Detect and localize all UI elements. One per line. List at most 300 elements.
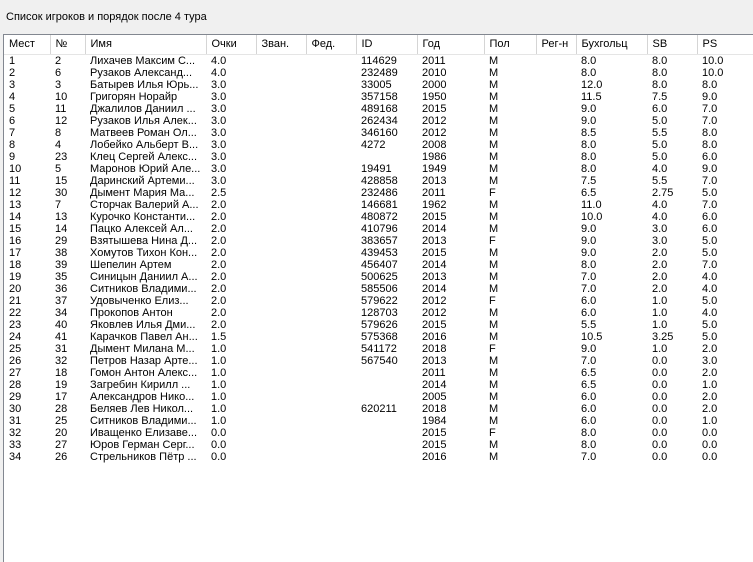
place-cell: 20 <box>9 282 22 295</box>
buchholz-cell: 7.5 <box>581 174 597 187</box>
id-cell: 456407 <box>361 258 398 271</box>
number-cell: 15 <box>55 174 68 187</box>
table-row[interactable] <box>4 127 753 139</box>
buchholz-cell: 11.0 <box>581 198 602 211</box>
points-cell: 3.0 <box>211 102 227 115</box>
title-cell <box>256 247 306 259</box>
year-cell: 1986 <box>422 150 447 163</box>
id-cell: 114629 <box>361 54 397 67</box>
region-cell <box>536 355 576 367</box>
number-cell: 14 <box>55 222 68 235</box>
id-cell <box>356 451 417 463</box>
title-cell <box>256 319 306 331</box>
ps-cell: 5.0 <box>702 318 718 331</box>
table-row[interactable] <box>4 379 753 391</box>
sb-cell: 5.5 <box>652 126 668 139</box>
buchholz-cell: 9.0 <box>581 114 597 127</box>
title-cell <box>256 91 306 103</box>
name-cell: Клец Сергей Алекс... <box>90 150 198 163</box>
ps-cell: 0.0 <box>702 426 718 439</box>
id-cell: 541172 <box>361 342 397 355</box>
ps-cell: 4.0 <box>702 306 718 319</box>
ps-cell: 6.0 <box>702 210 718 223</box>
region-cell <box>536 175 576 187</box>
buchholz-cell: 10.5 <box>581 330 603 343</box>
points-cell: 1.0 <box>211 354 227 367</box>
region-cell <box>536 391 576 403</box>
id-cell: 585506 <box>361 282 398 295</box>
id-cell: 128703 <box>361 306 398 319</box>
column-header-place[interactable]: Мест <box>4 35 50 54</box>
place-cell: 24 <box>9 330 22 343</box>
buchholz-cell: 8.5 <box>581 126 597 139</box>
region-cell <box>536 307 576 319</box>
name-cell: Даринский Артеми... <box>90 174 195 187</box>
ps-cell: 2.0 <box>702 342 718 355</box>
table-row[interactable] <box>4 271 753 283</box>
id-cell <box>356 415 417 427</box>
federation-cell <box>306 235 356 247</box>
ps-cell: 1.0 <box>702 414 718 427</box>
number-cell: 32 <box>55 354 68 367</box>
id-cell: 579622 <box>361 294 398 307</box>
place-cell: 29 <box>9 390 22 403</box>
sb-cell: 7.5 <box>652 90 668 103</box>
ps-cell: 6.0 <box>702 150 718 163</box>
ps-cell: 1.0 <box>702 378 718 391</box>
buchholz-cell: 8.0 <box>581 66 597 79</box>
number-cell: 10 <box>55 90 68 103</box>
points-cell: 3.0 <box>211 162 227 175</box>
buchholz-cell: 6.5 <box>581 186 597 199</box>
year-cell: 2015 <box>422 102 447 115</box>
ps-cell: 2.0 <box>702 402 718 415</box>
sex-cell: M <box>489 102 499 115</box>
federation-cell <box>306 259 356 271</box>
name-cell: Иващенко Елизаве... <box>90 426 198 439</box>
sb-cell: 5.5 <box>652 174 668 187</box>
ps-cell: 5.0 <box>702 186 718 199</box>
ps-cell: 7.0 <box>702 102 718 115</box>
title-cell <box>256 295 306 307</box>
table-row[interactable] <box>4 235 753 247</box>
year-cell: 2013 <box>422 174 447 187</box>
table-row[interactable] <box>4 367 753 379</box>
title-cell <box>256 355 306 367</box>
name-cell: Рузаков Илья Алек... <box>90 114 197 127</box>
table-row[interactable] <box>4 54 753 67</box>
table-row[interactable] <box>4 343 753 355</box>
points-cell: 2.0 <box>211 306 227 319</box>
federation-cell <box>306 199 356 211</box>
ps-cell: 3.0 <box>702 354 718 367</box>
table-row[interactable] <box>4 187 753 199</box>
points-cell: 3.0 <box>211 174 227 187</box>
year-cell: 2012 <box>422 114 447 127</box>
sb-cell: 1.0 <box>652 306 668 319</box>
table-row[interactable] <box>4 115 753 127</box>
sb-cell: 4.0 <box>652 210 668 223</box>
points-cell: 3.0 <box>211 114 227 127</box>
year-cell: 2018 <box>422 402 447 415</box>
sb-cell: 2.75 <box>652 186 674 199</box>
number-cell: 11 <box>55 102 67 115</box>
table-row[interactable] <box>4 331 753 343</box>
ps-cell: 9.0 <box>702 162 718 175</box>
id-cell <box>356 427 417 439</box>
federation-cell <box>306 331 356 343</box>
table-row[interactable] <box>4 307 753 319</box>
id-cell: 567540 <box>361 354 398 367</box>
region-cell <box>536 295 576 307</box>
year-cell: 2013 <box>422 234 447 247</box>
table-row[interactable] <box>4 319 753 331</box>
table-row[interactable] <box>4 211 753 223</box>
column-header-sex[interactable]: Пол <box>484 35 536 54</box>
table-row[interactable] <box>4 403 753 415</box>
id-cell: 480872 <box>361 210 398 223</box>
year-cell: 2014 <box>422 378 447 391</box>
ps-cell: 7.0 <box>702 198 718 211</box>
federation-cell <box>306 187 356 199</box>
region-cell <box>536 54 576 67</box>
number-cell: 36 <box>55 282 68 295</box>
title-cell <box>256 235 306 247</box>
place-cell: 22 <box>9 306 22 319</box>
table-row[interactable] <box>4 139 753 151</box>
sb-cell: 1.0 <box>652 294 668 307</box>
table-row[interactable] <box>4 283 753 295</box>
id-cell <box>356 391 417 403</box>
federation-cell <box>306 295 356 307</box>
column-header-points[interactable]: Очки <box>206 35 256 54</box>
year-cell: 2014 <box>422 282 447 295</box>
place-cell: 26 <box>9 354 22 367</box>
points-cell: 3.0 <box>211 150 227 163</box>
region-cell <box>536 223 576 235</box>
federation-cell <box>306 319 356 331</box>
name-cell: Прокопов Антон <box>90 306 173 319</box>
region-cell <box>536 235 576 247</box>
id-cell <box>356 367 417 379</box>
sb-cell: 2.0 <box>652 270 668 283</box>
column-header-id[interactable]: ID <box>356 35 417 54</box>
sex-cell: M <box>489 354 499 367</box>
sb-cell: 1.0 <box>652 342 668 355</box>
region-cell <box>536 127 576 139</box>
points-cell: 2.0 <box>211 222 227 235</box>
year-cell: 1949 <box>422 162 447 175</box>
id-cell <box>356 151 417 163</box>
ps-cell: 2.0 <box>702 390 718 403</box>
sex-cell: M <box>489 162 499 175</box>
points-cell: 3.0 <box>211 78 227 91</box>
number-cell: 7 <box>55 198 62 211</box>
region-cell <box>536 343 576 355</box>
sex-cell: M <box>489 54 499 67</box>
id-cell: 439453 <box>361 246 398 259</box>
federation-cell <box>306 355 356 367</box>
name-cell: Петров Назар Арте... <box>90 354 198 367</box>
title-cell <box>256 211 306 223</box>
points-cell: 2.0 <box>211 198 227 211</box>
sex-cell: M <box>489 90 499 103</box>
column-header-name[interactable]: Имя <box>85 35 206 54</box>
year-cell: 2013 <box>422 354 447 367</box>
year-cell: 2012 <box>422 306 447 319</box>
region-cell <box>536 439 576 451</box>
column-header-sb[interactable]: SB <box>647 35 697 54</box>
ps-cell: 10.0 <box>702 54 724 67</box>
column-header-title[interactable]: Зван. <box>256 35 306 54</box>
ps-cell: 5.0 <box>702 246 718 259</box>
sex-cell: M <box>489 258 499 271</box>
federation-cell <box>306 139 356 151</box>
name-cell: Загребин Кирилл ... <box>90 378 191 391</box>
sb-cell: 0.0 <box>652 402 668 415</box>
place-cell: 17 <box>9 246 22 259</box>
place-cell: 18 <box>9 258 22 271</box>
title-cell <box>256 427 306 439</box>
table-row[interactable] <box>4 199 753 211</box>
buchholz-cell: 8.0 <box>581 162 597 175</box>
federation-cell <box>306 103 356 115</box>
name-cell: Маронов Юрий Але... <box>90 162 201 175</box>
table-row[interactable] <box>4 91 753 103</box>
id-cell: 500625 <box>361 270 398 283</box>
table-row[interactable] <box>4 259 753 271</box>
number-cell: 20 <box>55 426 68 439</box>
region-cell <box>536 139 576 151</box>
title-cell <box>256 127 306 139</box>
name-cell: Беляев Лев Никол... <box>90 402 194 415</box>
ps-cell: 4.0 <box>702 270 718 283</box>
number-cell: 19 <box>55 378 68 391</box>
title-cell <box>256 115 306 127</box>
table-row[interactable] <box>4 295 753 307</box>
column-header-number[interactable]: № <box>50 35 85 54</box>
number-cell: 17 <box>55 390 68 403</box>
place-cell: 11 <box>9 174 21 187</box>
federation-cell <box>306 403 356 415</box>
points-cell: 1.0 <box>211 402 227 415</box>
number-cell: 25 <box>55 414 68 427</box>
table-row[interactable] <box>4 151 753 163</box>
sex-cell: M <box>489 222 499 235</box>
id-cell: 4272 <box>361 138 386 151</box>
name-cell: Сторчак Валерий А... <box>90 198 199 211</box>
points-cell: 2.0 <box>211 258 227 271</box>
title-cell <box>256 343 306 355</box>
sb-cell: 2.0 <box>652 282 668 295</box>
federation-cell <box>306 211 356 223</box>
sex-cell: M <box>489 438 499 451</box>
ps-cell: 6.0 <box>702 222 718 235</box>
region-cell <box>536 67 576 79</box>
sex-cell: M <box>489 174 499 187</box>
id-cell: 262434 <box>361 114 398 127</box>
points-cell: 3.0 <box>211 126 227 139</box>
place-cell: 23 <box>9 318 22 331</box>
sb-cell: 2.0 <box>652 246 668 259</box>
name-cell: Стрельников Пётр ... <box>90 450 197 463</box>
id-cell: 410796 <box>361 222 398 235</box>
buchholz-cell: 7.0 <box>581 450 597 463</box>
table-body <box>4 54 753 463</box>
sb-cell: 4.0 <box>652 198 668 211</box>
table-row[interactable] <box>4 103 753 115</box>
id-cell: 19491 <box>361 162 392 175</box>
name-cell: Яковлев Илья Дми... <box>90 318 196 331</box>
buchholz-cell: 5.5 <box>581 318 597 331</box>
federation-cell <box>306 427 356 439</box>
name-cell: Карачков Павел Ан... <box>90 330 198 343</box>
table-row[interactable] <box>4 175 753 187</box>
ps-cell: 5.0 <box>702 234 718 247</box>
region-cell <box>536 367 576 379</box>
column-header-federation[interactable]: Фед. <box>306 35 356 54</box>
region-cell <box>536 271 576 283</box>
ps-cell: 8.0 <box>702 138 718 151</box>
federation-cell <box>306 271 356 283</box>
points-cell: 4.0 <box>211 66 227 79</box>
id-cell: 346160 <box>361 126 398 139</box>
table-row[interactable] <box>4 439 753 451</box>
number-cell: 12 <box>55 114 68 127</box>
title-cell <box>256 67 306 79</box>
year-cell: 2015 <box>422 438 447 451</box>
region-cell <box>536 211 576 223</box>
title-cell <box>256 415 306 427</box>
sb-cell: 8.0 <box>652 78 668 91</box>
region-cell <box>536 319 576 331</box>
sb-cell: 4.0 <box>652 162 668 175</box>
buchholz-cell: 11.5 <box>581 90 602 103</box>
year-cell: 2010 <box>422 66 447 79</box>
year-cell: 2011 <box>422 366 446 379</box>
points-cell: 3.0 <box>211 90 227 103</box>
buchholz-cell: 6.0 <box>581 390 597 403</box>
buchholz-cell: 6.5 <box>581 378 597 391</box>
sb-cell: 0.0 <box>652 426 668 439</box>
title-cell <box>256 163 306 175</box>
sb-cell: 8.0 <box>652 66 668 79</box>
sb-cell: 0.0 <box>652 378 668 391</box>
table-row[interactable] <box>4 391 753 403</box>
sex-cell: M <box>489 390 499 403</box>
title-cell <box>256 259 306 271</box>
federation-cell <box>306 91 356 103</box>
federation-cell <box>306 54 356 67</box>
place-cell: 15 <box>9 222 22 235</box>
sex-cell: M <box>489 126 499 139</box>
players-list[interactable] <box>3 34 753 562</box>
column-header-year[interactable]: Год <box>417 35 484 54</box>
sex-cell: F <box>489 426 496 439</box>
year-cell: 2015 <box>422 210 447 223</box>
name-cell: Курочко Константи... <box>90 210 196 223</box>
column-header-buchholz[interactable]: Бухгольц <box>576 35 647 54</box>
place-cell: 28 <box>9 378 22 391</box>
table-row[interactable] <box>4 415 753 427</box>
year-cell: 1950 <box>422 90 447 103</box>
place-cell: 4 <box>9 90 16 103</box>
name-cell: Шепелин Артем <box>90 258 172 271</box>
federation-cell <box>306 439 356 451</box>
federation-cell <box>306 175 356 187</box>
sb-cell: 0.0 <box>652 450 668 463</box>
sex-cell: F <box>489 342 496 355</box>
sb-cell: 3.25 <box>652 330 674 343</box>
sex-cell: M <box>489 270 499 283</box>
name-cell: Джалилов Даниил ... <box>90 102 196 115</box>
name-cell: Григорян Норайр <box>90 90 178 103</box>
players-table <box>4 35 753 463</box>
buchholz-cell: 9.0 <box>581 222 597 235</box>
id-cell: 232486 <box>361 186 398 199</box>
buchholz-cell: 8.0 <box>581 258 597 271</box>
federation-cell <box>306 115 356 127</box>
id-cell: 428858 <box>361 174 398 187</box>
federation-cell <box>306 127 356 139</box>
federation-cell <box>306 223 356 235</box>
sb-cell: 2.0 <box>652 258 668 271</box>
id-cell: 357158 <box>361 90 398 103</box>
place-cell: 19 <box>9 270 22 283</box>
place-cell: 27 <box>9 366 22 379</box>
sex-cell: F <box>489 186 496 199</box>
title-cell <box>256 175 306 187</box>
place-cell: 6 <box>9 114 16 127</box>
buchholz-cell: 7.0 <box>581 270 597 283</box>
table-row[interactable] <box>4 163 753 175</box>
title-cell <box>256 103 306 115</box>
table-row[interactable] <box>4 247 753 259</box>
year-cell: 2011 <box>422 186 446 199</box>
title-cell <box>256 379 306 391</box>
table-row[interactable] <box>4 427 753 439</box>
table-row[interactable] <box>4 355 753 367</box>
points-cell: 1.0 <box>211 390 227 403</box>
sb-cell: 8.0 <box>652 54 668 67</box>
column-header-ps[interactable]: PS <box>697 35 753 54</box>
buchholz-cell: 6.0 <box>581 294 597 307</box>
name-cell: Батырев Илья Юрь... <box>90 78 199 91</box>
table-row[interactable] <box>4 451 753 463</box>
id-cell: 575368 <box>361 330 398 343</box>
number-cell: 41 <box>55 330 68 343</box>
number-cell: 5 <box>55 162 62 175</box>
id-cell: 383657 <box>361 234 398 247</box>
buchholz-cell: 9.0 <box>581 342 597 355</box>
name-cell: Пацко Алексей Ал... <box>90 222 193 235</box>
ps-cell: 5.0 <box>702 330 718 343</box>
region-cell <box>536 103 576 115</box>
title-cell <box>256 403 306 415</box>
title-cell <box>256 283 306 295</box>
table-header <box>4 35 753 54</box>
table-row[interactable] <box>4 223 753 235</box>
column-header-region[interactable]: Рег-н <box>536 35 576 54</box>
ps-cell: 0.0 <box>702 450 718 463</box>
sb-cell: 3.0 <box>652 222 668 235</box>
sb-cell: 1.0 <box>652 318 668 331</box>
sex-cell: F <box>489 234 496 247</box>
region-cell <box>536 151 576 163</box>
table-row[interactable] <box>4 67 753 79</box>
number-cell: 4 <box>55 138 62 151</box>
table-row[interactable] <box>4 79 753 91</box>
